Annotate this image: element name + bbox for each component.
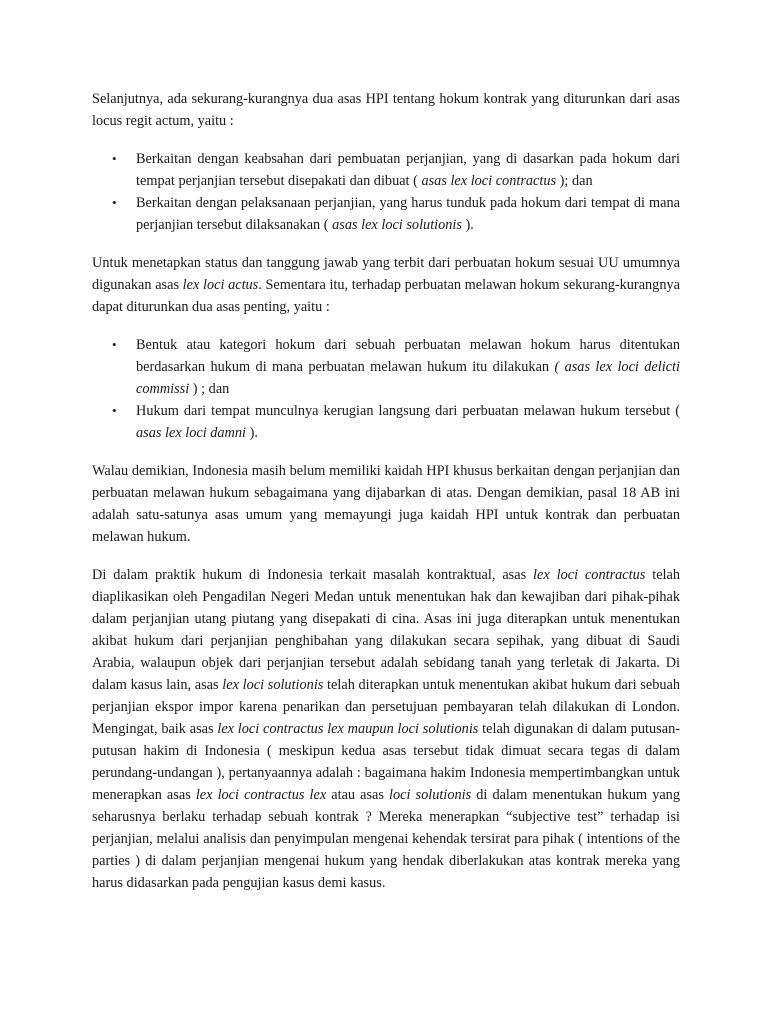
bullet-icon: • <box>112 337 117 352</box>
bullet-icon: • <box>112 195 117 210</box>
paragraph-status: Untuk menetapkan status dan tanggung jawab yang terbit dari perbuatan hokum sesuai UU umumnya digunakan asas lex loci actus. Sementara itu, terhadap perbuatan melawan hokum sekurang-kurangnya dapat diturunkan dua asas penting, yaitu : <box>92 255 680 315</box>
list-item: • Berkaitan dengan keabsahan dari pembuatan perjanjian, yang di dasarkan pada hokum dari tempat perjanjian tersebut disepakati dan dibuat ( asas lex loci contractus ); dan <box>92 148 680 192</box>
document-body <box>92 88 680 910</box>
paragraph-intro: Selanjutnya, ada sekurang-kurangnya dua asas HPI tentang hokum kontrak yang diturunkan dari asas locus regit actum, yaitu : <box>92 91 680 129</box>
paragraph-practice: Di dalam praktik hukum di Indonesia terkait masalah kontraktual, asas lex loci contractus telah diaplikasikan oleh Pengadilan Negeri Medan untuk menentukan hak dan kewajiban dari pihak-pihak dalam perjanjian utang piutang yang disepakati di cina. Asas ini juga diterapkan untuk menentukan akibat hukum dari perjanjian penghibahan yang dilakukan secara sepihak, yang dibuat di Saudi Arabia, walaupun objek dari perjanjian tersebut adalah sebidang tanah yang terletak di Jakarta. Di dalam kasus lain, asas lex loci solutionis telah diterapkan untuk menentukan akibat hukum dari sebuah perjanjian ekspor impor karena penarikan dan persetujuan pembayaran telah dilakukan di London. Mengingat, baik asas lex loci contractus lex maupun loci solutionis telah digunakan di dalam putusan-putusan hakim di Indonesia ( meskipun kedua asas tersebut tidak dimuat secara tegas di dalam perundang-undangan ), pertanyaannya adalah : bagaimana hakim Indonesia mempertimbangkan untuk menerapkan asas lex loci contractus lex atau asas loci solutionis di dalam menentukan hukum yang seharusnya berlaku terhadap sebuah kontrak ? Mereka menerapkan “subjective test” terhadap isi perjanjian, melalui analisis dan penyimpulan mengenai kehendak tersirat para pihak ( intentions of the parties ) di dalam perjanjian mengenai hukum yang hendak diberlakukan atas kontrak mereka yang harus didasarkan pada pengujian kasus demi kasus. <box>92 567 681 891</box>
list-item: • Berkaitan dengan pelaksanaan perjanjian, yang harus tunduk pada hokum dari tempat di mana perjanjian tersebut dilaksanakan ( asas lex loci solutionis ). <box>92 192 680 236</box>
list-item: • Bentuk atau kategori hokum dari sebuah perbuatan melawan hokum harus ditentukan berdasarkan hukum di mana perbuatan melawan hukum itu dilakukan ( asas lex loci delicti commissi ) ; dan <box>92 334 680 400</box>
bullet-list-contract-principles <box>92 148 680 236</box>
list-item: • Hukum dari tempat munculnya kerugian langsung dari perbuatan melawan hukum tersebut ( asas lex loci damni ). <box>92 400 680 444</box>
bullet-icon: • <box>112 151 117 166</box>
bullet-icon: • <box>112 403 117 418</box>
bullet-list-tort-principles <box>92 334 680 444</box>
paragraph-indonesia-hpi: Walau demikian, Indonesia masih belum memiliki kaidah HPI khusus berkaitan dengan perjanjian dan perbuatan melawan hukum sebagaimana yang dijabarkan di atas. Dengan demikian, pasal 18 AB ini adalah satu-satunya asas umum yang memayungi juga kaidah HPI untuk kontrak dan perbuatan melawan hukum. <box>92 463 680 545</box>
